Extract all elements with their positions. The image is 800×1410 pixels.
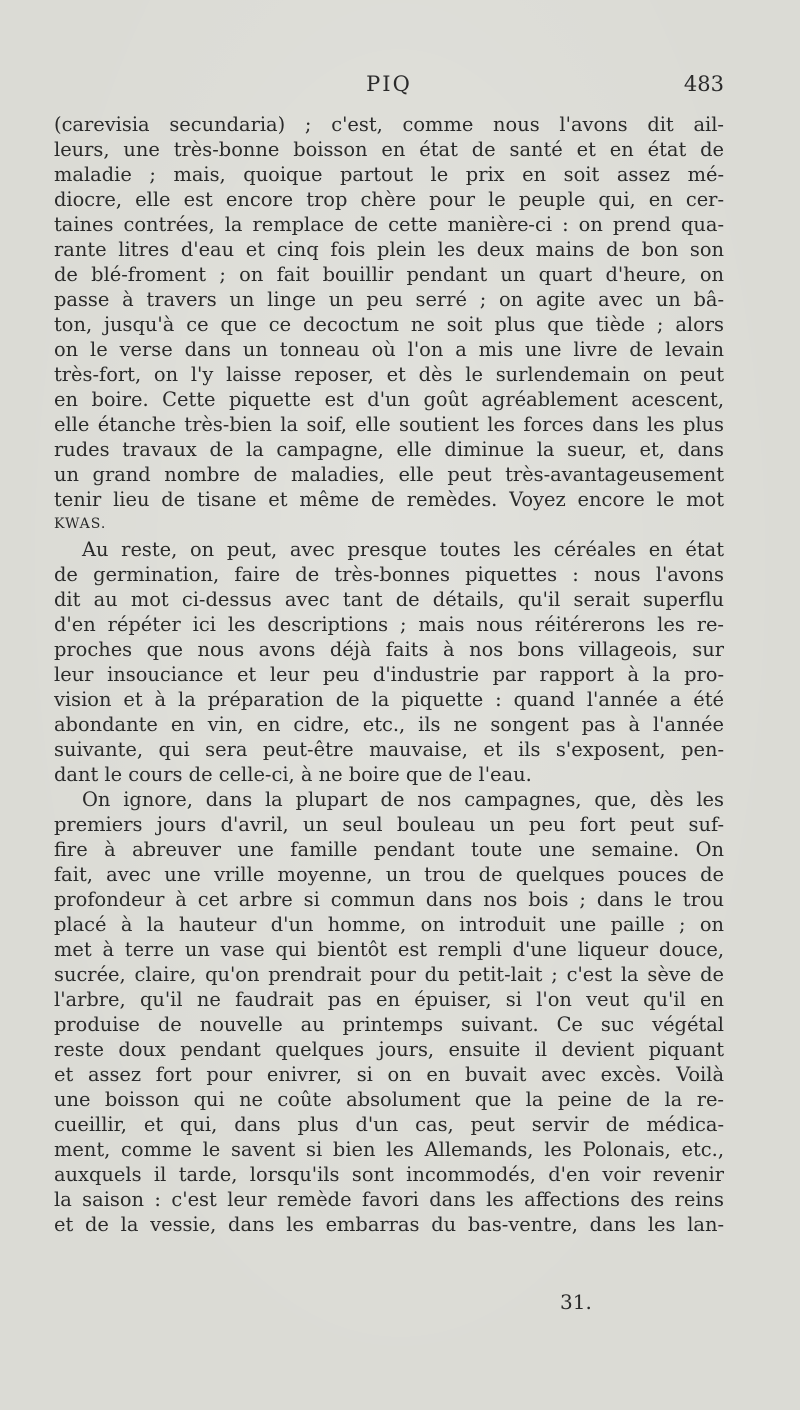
text-line: fire à abreuver une famille pendant toute une semaine. On — [54, 838, 724, 861]
text-line: ton, jusqu'à ce que ce decoctum ne soit plus que tiède ; alors — [54, 313, 724, 336]
text-line: KWAS. — [54, 516, 107, 532]
text-line: suivante, qui sera peut-être mauvaise, et ils s'exposent, pen- — [54, 738, 724, 761]
text-line: met à terre un vase qui bientôt est rempli d'une liqueur douce, — [54, 938, 724, 961]
text-line: ment, comme le savent si bien les Allemands, les Polonais, etc., — [54, 1138, 724, 1161]
text-line: placé à la hauteur d'un homme, on introduit une paille ; on — [54, 913, 724, 936]
text-line: diocre, elle est encore trop chère pour le peuple qui, en cer- — [54, 188, 724, 211]
text-line: en boire. Cette piquette est d'un goût agréablement acescent, — [54, 388, 724, 411]
text-line: premiers jours d'avril, un seul bouleau un peu fort peut suf- — [54, 813, 724, 836]
text-line: et de la vessie, dans les embarras du bas-ventre, dans les lan- — [54, 1213, 724, 1236]
paragraph-start-line: On ignore, dans la plupart de nos campagnes, que, dès les — [82, 788, 724, 811]
running-title: PIQ — [366, 72, 412, 96]
text-line: dit au mot ci-dessus avec tant de détails, qu'il serait superflu — [54, 588, 724, 611]
text-line: taines contrées, la remplace de cette manière-ci : on prend qua- — [54, 213, 724, 236]
text-line: et assez fort pour enivrer, si on en buvait avec excès. Voilà — [54, 1063, 724, 1086]
text-line: très-fort, on l'y laisse reposer, et dès le surlendemain on peut — [54, 363, 724, 386]
text-line: d'en répéter ici les descriptions ; mais nous réitérerons les re- — [54, 613, 724, 636]
text-line: tenir lieu de tisane et même de remèdes. Voyez encore le mot — [54, 488, 724, 511]
text-line: leur insouciance et leur peu d'industrie par rapport à la pro- — [54, 663, 724, 686]
text-line: dant le cours de celle-ci, à ne boire que de l'eau. — [54, 763, 532, 786]
body-text — [54, 112, 724, 1237]
text-line: fait, avec une vrille moyenne, un trou de quelques pouces de — [54, 863, 724, 886]
text-line: abondante en vin, en cidre, etc., ils ne songent pas à l'année — [54, 713, 724, 736]
text-line: elle étanche très-bien la soif, elle soutient les forces dans les plus — [54, 413, 724, 436]
text-line: on le verse dans un tonneau où l'on a mis une livre de levain — [54, 338, 724, 361]
text-line: l'arbre, qu'il ne faudrait pas en épuiser, si l'on veut qu'il en — [54, 988, 724, 1011]
text-line: de germination, faire de très-bonnes piquettes : nous l'avons — [54, 563, 724, 586]
page-header — [54, 72, 724, 106]
text-line: un grand nombre de maladies, elle peut très-avantageusement — [54, 463, 724, 486]
text-line: profondeur à cet arbre si commun dans nos bois ; dans le trou — [54, 888, 724, 911]
text-line: rante litres d'eau et cinq fois plein les deux mains de bon son — [54, 238, 724, 261]
page-number: 483 — [683, 72, 724, 96]
text-line: produise de nouvelle au printemps suivant. Ce suc végétal — [54, 1013, 724, 1036]
text-line: reste doux pendant quelques jours, ensuite il devient piquant — [54, 1038, 724, 1061]
text-line: de blé-froment ; on fait bouillir pendant un quart d'heure, on — [54, 263, 724, 286]
text-line: (carevisia secundaria) ; c'est, comme nous l'avons dit ail- — [54, 113, 724, 136]
text-line: leurs, une très-bonne boisson en état de santé et en état de — [54, 138, 724, 161]
text-line: maladie ; mais, quoique partout le prix en soit assez mé- — [54, 163, 724, 186]
text-line: proches que nous avons déjà faits à nos bons villageois, sur — [54, 638, 724, 661]
text-line: une boisson qui ne coûte absolument que la peine de la re- — [54, 1088, 724, 1111]
text-line: passe à travers un linge un peu serré ; on agite avec un bâ- — [54, 288, 724, 311]
text-line: vision et à la préparation de la piquette : quand l'année a été — [54, 688, 724, 711]
text-line: auxquels il tarde, lorsqu'ils sont incommodés, d'en voir revenir — [54, 1163, 724, 1186]
text-line: cueillir, et qui, dans plus d'un cas, peut servir de médica- — [54, 1113, 724, 1136]
text-line: rudes travaux de la campagne, elle diminue la sueur, et, dans — [54, 438, 724, 461]
text-line: sucrée, claire, qu'on prendrait pour du petit-lait ; c'est la sève de — [54, 963, 724, 986]
paragraph-start-line: Au reste, on peut, avec presque toutes les céréales en état — [82, 538, 724, 561]
text-line: la saison : c'est leur remède favori dans les affections des reins — [54, 1188, 724, 1211]
signature-mark: 31. — [560, 1290, 592, 1314]
